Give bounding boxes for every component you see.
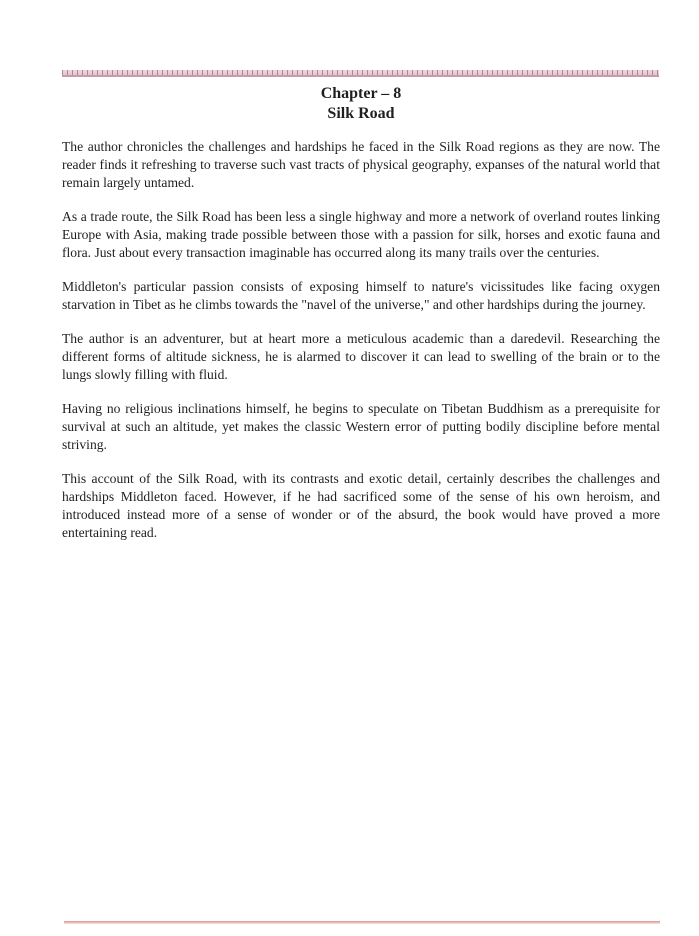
chapter-title [62, 84, 660, 124]
paragraph: Middleton's particular passion consists of exposing himself to nature's vicissitudes like facing oxygen starvation in Tibet as he climbs towards the "navel of the universe," and other hardships during the journey. [62, 279, 660, 312]
bottom-decorative-border [64, 921, 660, 924]
paragraph: As a trade route, the Silk Road has been less a single highway and more a network of overland routes linking Europe with Asia, making trade possible between those with a passion for silk, horses and exotic fauna and flora. Just about every transaction imaginable has occurred along its many trails over the centuries. [62, 209, 660, 260]
paragraph: Having no religious inclinations himself, he begins to speculate on Tibetan Buddhism as a prerequisite for survival at such an altitude, yet makes the classic Western error of putting bodily discipline before mental striving. [62, 401, 660, 452]
chapter-name-line: Silk Road [327, 105, 395, 122]
paragraph: This account of the Silk Road, with its contrasts and exotic detail, certainly describes the challenges and hardships Middleton faced. However, if he had sacrificed some of the sense of his own heroism, and introduced instead more of a sense of wonder or of the absurd, the book would have proved a more entertaining read. [62, 471, 660, 540]
chapter-number-line: Chapter – 8 [320, 85, 402, 102]
chapter-body [62, 138, 660, 558]
paragraph: The author chronicles the challenges and hardships he faced in the Silk Road regions as they are now. The reader finds it refreshing to traverse such vast tracts of physical geography, expanses of the natural world that remain largely untamed. [62, 139, 660, 190]
paragraph: The author is an adventurer, but at heart more a meticulous academic than a daredevil. Researching the different forms of altitude sickness, he is alarmed to discover it can lead to swelling of the brain or to the lungs slowly filling with fluid. [62, 331, 660, 382]
top-decorative-border [62, 70, 659, 77]
